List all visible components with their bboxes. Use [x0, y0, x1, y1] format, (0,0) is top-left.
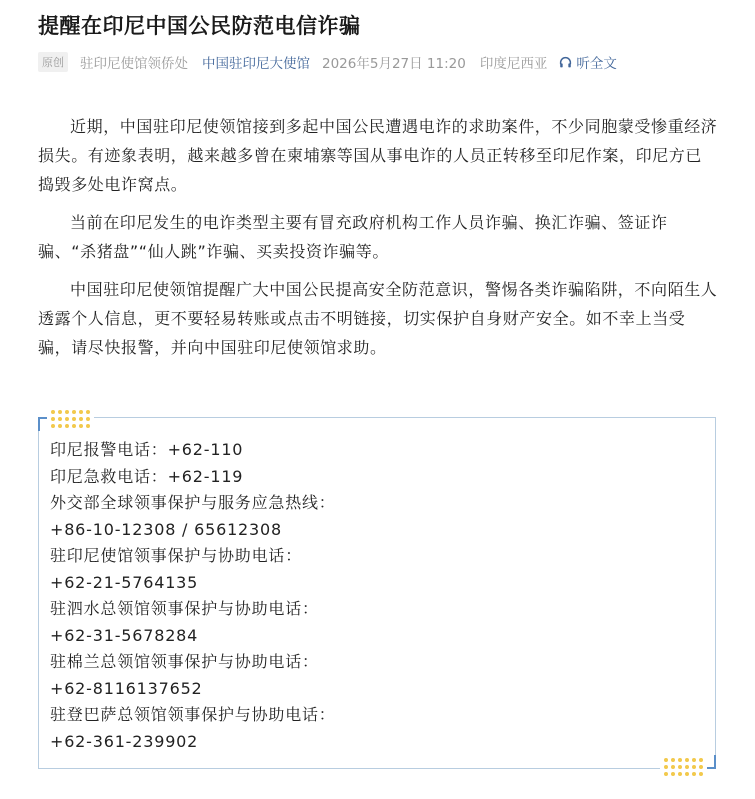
dots-decoration [660, 756, 707, 778]
contact-line: +86-10-12308 / 65612308 [50, 519, 282, 539]
dots-decoration [47, 408, 94, 430]
listen-label: 听全文 [576, 56, 617, 72]
contact-list [50, 437, 336, 755]
article-meta [38, 52, 617, 72]
contact-line: +62-361-239902 [50, 731, 199, 751]
contact-line: +62-31-5678284 [50, 625, 199, 645]
contact-line: +62-21-5764135 [50, 572, 199, 592]
author-link[interactable]: 中国驻印尼大使馆 [202, 56, 310, 72]
contact-line: 驻印尼使馆领事保护与协助电话： [50, 546, 303, 565]
contact-line: 外交部全球领事保护与服务应急热线： [50, 493, 336, 512]
contact-line: 印尼急救电话：+62-119 [50, 466, 244, 486]
headphones-icon [559, 56, 572, 69]
publish-datetime: 2026年5月27日 11:20 [322, 56, 466, 72]
article-paragraph: 近期，中国驻印尼使领馆接到多起中国公民遭遇电诈的求助案件，不少同胞蒙受惨重经济损失。有迹象表明，越来越多曾在柬埔寨等国从事电诈的人员正转移至印尼作案，印尼方已捣毁多处电诈窝点。 [38, 117, 718, 194]
source-label: 驻印尼使馆领侨处 [80, 56, 188, 72]
contact-line: +62-8116137652 [50, 678, 203, 698]
original-badge: 原创 [38, 52, 68, 72]
contact-line: 驻棉兰总领馆领事保护与协助电话： [50, 652, 319, 671]
contact-line: 驻登巴萨总领馆领事保护与协助电话： [50, 705, 336, 724]
listen-button[interactable] [559, 52, 617, 72]
article-title: 提醒在印尼中国公民防范电信诈骗 [38, 14, 361, 38]
region-label: 印度尼西亚 [479, 56, 548, 72]
contact-line: 印尼报警电话：+62-110 [50, 440, 244, 459]
article-paragraph: 当前在印尼发生的电诈类型主要有冒充政府机构工作人员诈骗、换汇诈骗、签证诈骗、“杀猪盘”“仙人跳”诈骗、买卖投资诈骗等。 [38, 213, 668, 261]
contact-info-box [38, 417, 716, 769]
article-body [38, 112, 718, 371]
article-paragraph: 中国驻印尼使领馆提醒广大中国公民提高安全防范意识，警惕各类诈骗陷阱，不向陌生人透露个人信息，更不要轻易转账或点击不明链接，切实保护自身财产安全。如不幸上当受骗，请尽快报警，并向中国驻印尼使领馆求助。 [38, 280, 718, 357]
contact-line: 驻泗水总领馆领事保护与协助电话： [50, 599, 319, 618]
